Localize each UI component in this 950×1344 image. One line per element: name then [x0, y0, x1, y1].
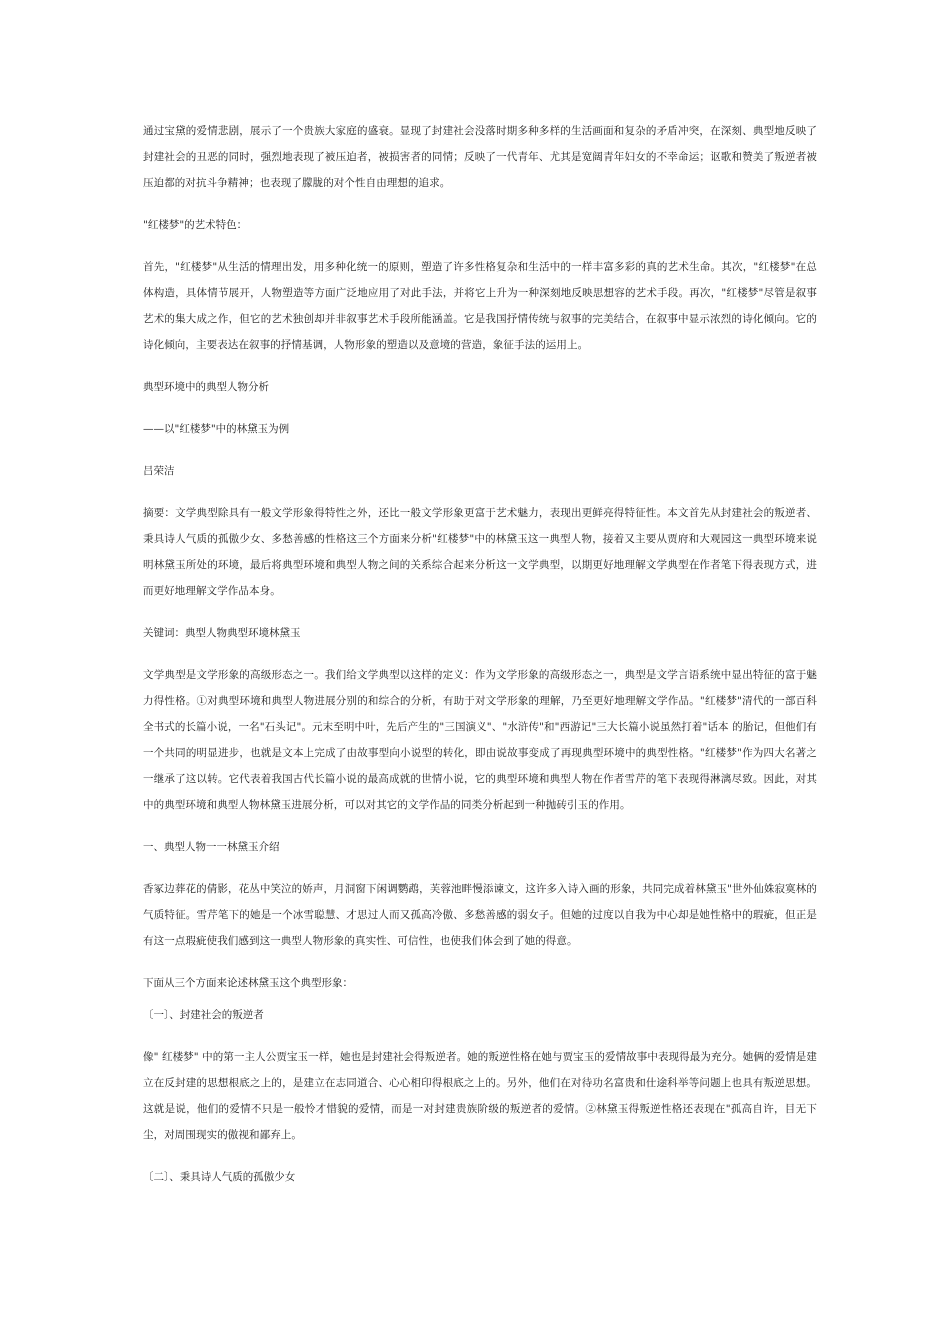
author-name: 吕荣洁 — [143, 465, 175, 477]
keywords-line: 关键词：典型人物典型环境林黛玉 — [143, 627, 301, 639]
introduction-paragraph: 文学典型是文学形象的高级形态之一。我们给文学典型以这样的定义：作为文学形象的高级形态之一，典型是文学言语系统中显出特征的富于魅力得性格。①对典型环境和典型人物进展分别的和综合的分析，有助于对文学形象的理解，乃至更好地理解文学作品。"红楼梦"清代的一部百科全书式的长篇小说，一名"石头记"。元末至明中叶，先后产生的"三国演义"、"水浒传"和"西游记"三大长篇小说虽然打着"话本 的胎记，但他们有一个共同的明显进步，也就是文本上完成了由故事型向小说型的转化，即由说故事变成了再现典型环境中的典型性格。"红楼梦"作为四大名著之一继承了这以转。它代表着我国古代长篇小说的最高成就的世情小说，它的典型环境和典型人物在作者雪芹的笔下表现得淋漓尽致。因此，对其中的典型环境和典型人物林黛玉进展分析，可以对其它的文学作品的同类分析起到一种抛砖引玉的作用。 — [143, 669, 817, 811]
subsection-2-heading: 〔二〕、秉具诗人气质的孤傲少女 — [143, 1171, 296, 1183]
article-title: 典型环境中的典型人物分析 — [143, 381, 269, 393]
section-1-paragraph: 香冢边葬花的倩影，花丛中笑泣的娇声，月洞窗下闲调鹦鹉，芙蓉池畔慢添谏文，这许多入诗入画的形象，共同完成着林黛玉"世外仙姝寂寞林的气质特征。雪芹笔下的她是一个冰雪聪慧、才思过人而又孤高冷傲、多愁善感的弱女子。但她的过度以自我为中心却是她性格中的瑕疵，但正是有这一点瑕疵使我们感到这一典型人物形象的真实性、可信性，也使我们体会到了她的得意。 — [143, 883, 817, 947]
three-aspects-line: 下面从三个方面来论述林黛玉这个典型形象： — [143, 977, 353, 989]
section-1-heading: 一、典型人物一一林黛玉介绍 — [143, 841, 280, 853]
article-subtitle: ——以"红楼梦"中的林黛玉为例 — [143, 423, 290, 435]
art-features-paragraph: 首先，"红楼梦"从生活的情理出发，用多种化统一的原则，塑造了许多性格复杂和生活中的一样丰富多彩的真的艺术生命。其次，"红楼梦"在总体构造，具体情节展开，人物塑造等方面广泛地应用了对此手法，并将它上升为一种深刻地反映思想容的艺术手段。再次，"红楼梦"尽管是叙事艺术的集大成之作，但它的艺术独创却并非叙事艺术手段所能涵盖。它是我国抒情传统与叙事的完美结合，在叙事中显示浓烈的诗化倾向。它的诗化倾向，主要表达在叙事的抒情基调，人物形象的塑造以及意境的营造，象征手法的运用上。 — [143, 261, 817, 351]
intro-paragraph: 通过宝黛的爱情悲剧，展示了一个贵族大家庭的盛衰。显现了封建社会没落时期多种多样的生活画面和复杂的矛盾冲突，在深刻、典型地反映了封建社会的丑恶的同时，强烈地表现了被压迫者，被损害者的同情；反映了一代青年、尤其是宽阔青年妇女的不幸命运；讴歌和赞美了叛逆者被压迫都的对抗斗争精神；也表现了朦胧的对个性自由理想的追求。 — [143, 125, 817, 189]
abstract-paragraph: 摘要：文学典型除具有一般文学形象得特性之外，还比一般文学形象更富于艺术魅力，表现出更鲜亮得特征性。本文首先从封建社会的叛逆者、秉具诗人气质的孤傲少女、多愁善感的性格这三个方面来分析"红楼梦"中的林黛玉这一典型人物，接着又主要从贾府和大观园这一典型环境来说明林黛玉所处的环境，最后将典型环境和典型人物之间的关系综合起来分析这一文学典型，以期更好地理解文学典型在作者笔下得表现方式，进而更好地理解文学作品本身。 — [143, 507, 817, 597]
document-page — [143, 118, 817, 1206]
subsection-1-heading: 〔一〕、封建社会的叛逆者 — [143, 1009, 264, 1021]
subsection-1-paragraph: 像" 红楼梦" 中的第一主人公贾宝玉一样，她也是封建社会得叛逆者。她的叛逆性格在她与贾宝玉的爱情故事中表现得最为充分。她俩的爱情是建立在反封建的思想根底之上的，是建立在志同道合、心心相印得根底之上的。另外，他们在对待功名富贵和仕途科举等问题上也具有叛逆思想。这就是说，他们的爱情不只是一般怜才惜貌的爱情，而是一对封建贵族阶级的叛逆者的爱情。②林黛玉得叛逆性格还表现在"孤高自许，目无下尘，对周围现实的傲视和鄙弃上。 — [143, 1051, 817, 1141]
art-features-heading: "红楼梦"的艺术特色： — [143, 219, 248, 231]
